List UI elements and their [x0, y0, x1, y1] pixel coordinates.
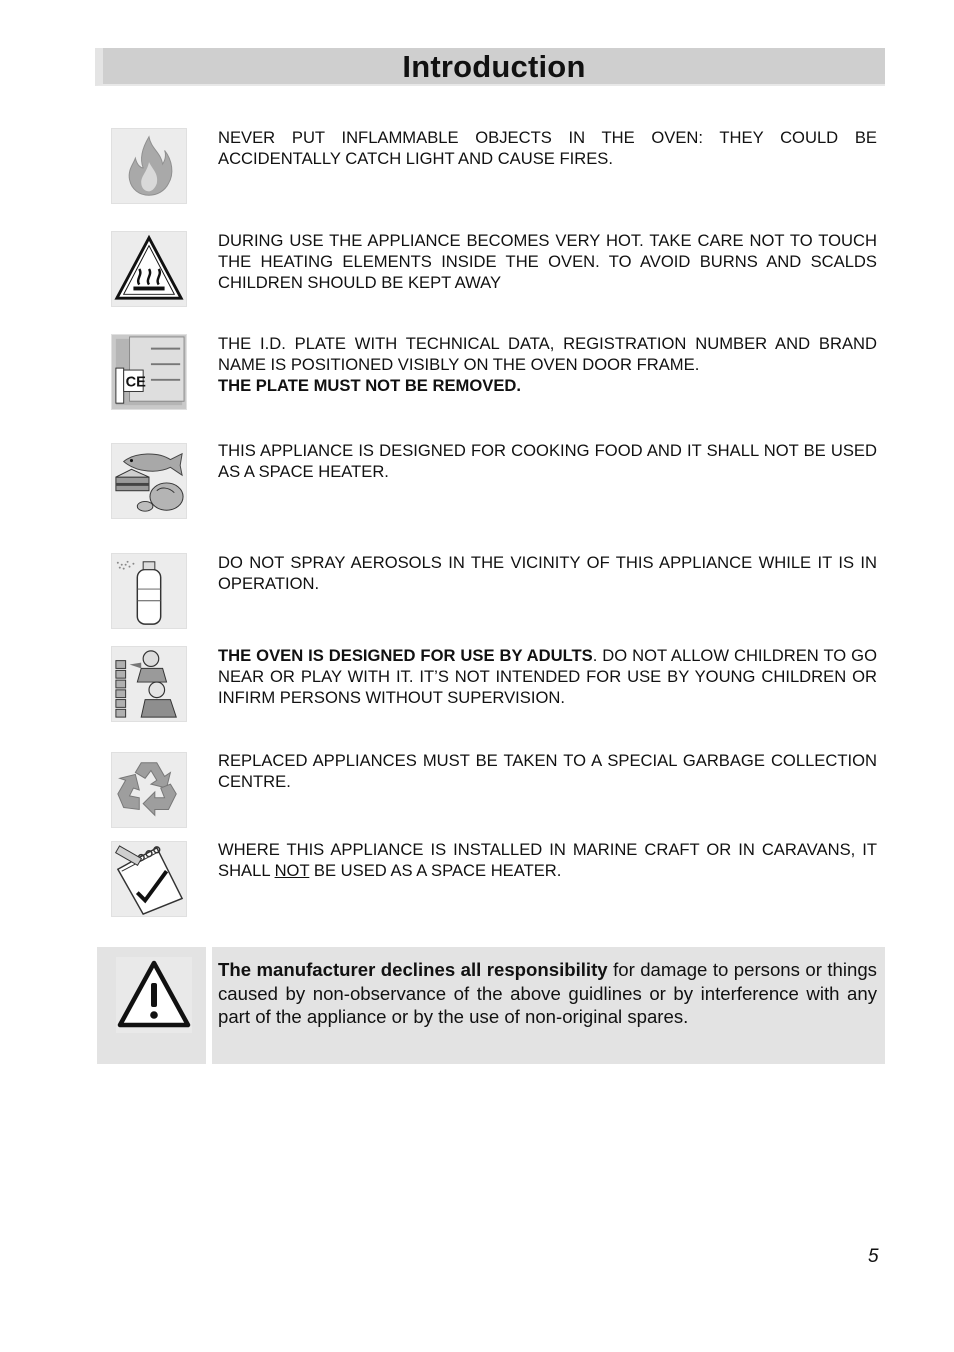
checklist-pencil-icon	[111, 841, 187, 917]
item-text-1: DURING USE THE APPLIANCE BECOMES VERY HOT. TAKE CARE NOT TO TOUCH THE HEATING ELEMENTS INSIDE THE OVEN. TO AVOID BURNS AND SCALDS CHILDREN SHOULD BE KEPT AWAY	[218, 231, 877, 292]
warning-triangle-icon	[116, 957, 192, 1033]
svg-text:CE: CE	[125, 374, 146, 391]
page-title: Introduction	[402, 49, 586, 84]
recycle-icon	[111, 752, 187, 828]
disclaimer-text: The manufacturer declines all responsibility for damage to persons or things caused by non-observance of the above guidlines or by interference with any part of the appliance or by the use of non-original spares.	[218, 959, 877, 1028]
item-text-4: DO NOT SPRAY AEROSOLS IN THE VICINITY OF THIS APPLIANCE WHILE IT IS IN OPERATION.	[218, 553, 877, 593]
aerosol-can-icon	[111, 553, 187, 629]
page-header	[95, 48, 885, 86]
hot-surface-warning-icon	[111, 231, 187, 307]
item-text-7: WHERE THIS APPLIANCE IS INSTALLED IN MARINE CRAFT OR IN CARAVANS, IT SHALL NOT BE USED AS A SPACE HEATER.	[218, 840, 877, 880]
item-text-5: THE OVEN IS DESIGNED FOR USE BY ADULTS. DO NOT ALLOW CHILDREN TO GO NEAR OR PLAY WITH IT. IT’S NOT INTENDED FOR USE BY YOUNG CHILDREN OR INFIRM PERSONS WITHOUT SUPERVISION.	[218, 646, 877, 707]
disclaimer-panel	[212, 947, 885, 1064]
item-text-6: REPLACED APPLIANCES MUST BE TAKEN TO A SPECIAL GARBAGE COLLECTION CENTRE.	[218, 751, 877, 791]
food-fish-cake-chicken-icon	[111, 443, 187, 519]
children-playing-icon	[111, 646, 187, 722]
flame-icon	[111, 128, 187, 204]
item-text-3: THIS APPLIANCE IS DESIGNED FOR COOKING FOOD AND IT SHALL NOT BE USED AS A SPACE HEATER.	[218, 441, 877, 481]
page-number: 5	[868, 1246, 879, 1267]
item-text-0: NEVER PUT INFLAMMABLE OBJECTS IN THE OVEN: THEY COULD BE ACCIDENTALLY CATCH LIGHT AND CAUSE FIRES.	[218, 128, 877, 168]
item-text-2: THE I.D. PLATE WITH TECHNICAL DATA, REGISTRATION NUMBER AND BRAND NAME IS POSITIONED VISIBLY ON THE OVEN DOOR FRAME. THE PLATE MUST NOT BE REMOVED.	[218, 334, 877, 395]
ce-rating-plate-icon	[111, 334, 187, 410]
